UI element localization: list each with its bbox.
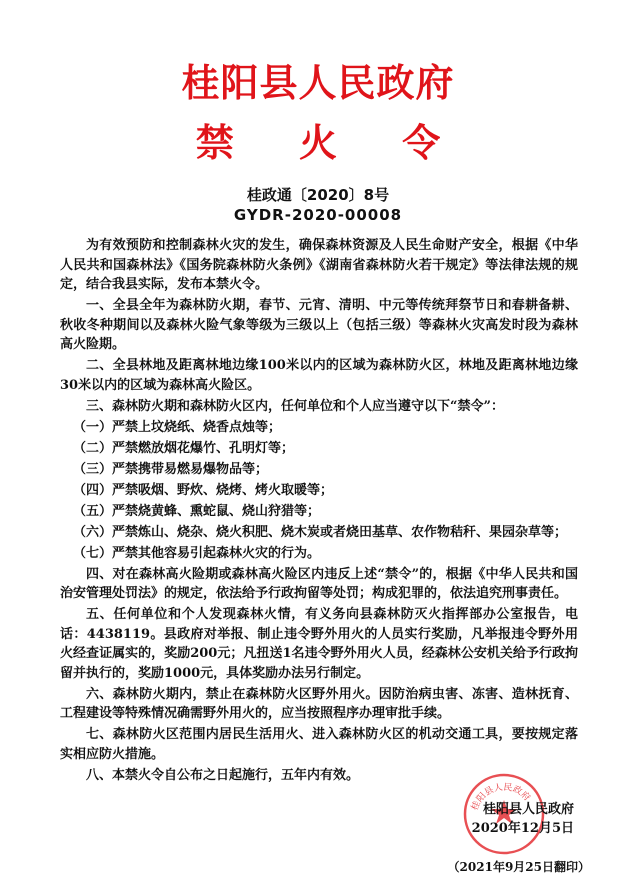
prohibition-item-6: （六）严禁炼山、烧杂、烧火积肥、烧木炭或者烧田基草、农作物秸秆、果园杂草等； bbox=[73, 524, 568, 540]
decree-title: 禁 火 令 bbox=[195, 121, 467, 165]
prohibition-item-5: （五）严禁烧黄蜂、熏蛇鼠、烧山狩猎等； bbox=[73, 503, 321, 519]
prohibition-item-1: （一）严禁上坟烧纸、烧香点烛等； bbox=[73, 419, 282, 435]
article-7: 七、森林防火区范围内居民生活用火、进入森林防火区的机动交通工具，要按规定落实相应防火措施。 bbox=[60, 727, 578, 762]
document-code: GYDR-2020-00008 bbox=[233, 206, 403, 224]
article-8: 八、本禁火令自公布之日起施行，五年内有效。 bbox=[86, 767, 360, 783]
prohibition-item-4: （四）严禁吸烟、野炊、烧烤、烤火取暖等； bbox=[73, 482, 334, 498]
prohibition-item-7: （七）严禁其他容易引起森林火灾的行为。 bbox=[73, 545, 321, 561]
issue-date: 2020年12月5日 bbox=[471, 821, 574, 836]
government-title: 桂阳县人民政府 bbox=[181, 61, 455, 105]
decree-body bbox=[60, 236, 578, 787]
article-2: 二、全县林地及距离林地边缘100米以内的区域为森林防火区，林地及距离林地边缘30米以内的区域为森林高火险区。 bbox=[60, 358, 578, 393]
issuer-name: 桂阳县人民政府 bbox=[482, 802, 574, 817]
signature-block bbox=[472, 800, 574, 838]
article-4: 四、对在森林高火险期或森林高火险区内违反上述“禁令”的，根据《中华人民共和国治安管理处罚法》的规定，依法给予行政拘留等处罚；构成犯罪的，依法追究刑事责任。 bbox=[60, 566, 578, 601]
article-1: 一、全县全年为森林防火期，春节、元宵、清明、中元等传统拜祭节日和春耕备耕、秋收冬种期间以及森林火险气象等级为三级以上（包括三级）等森林火灾高发时段为森林高火险期。 bbox=[60, 298, 578, 352]
reprint-note: （2021年9月25日翻印） bbox=[447, 860, 590, 874]
prohibition-item-3: （三）严禁携带易燃易爆物品等； bbox=[73, 461, 269, 477]
article-6: 六、森林防火期内，禁止在森林防火区野外用火。因防治病虫害、冻害、造林抚育、工程建设等特殊情况确需野外用火的，应当按照程序办理审批手续。 bbox=[60, 686, 578, 721]
document-number: 桂政通〔2020〕8号 bbox=[246, 186, 390, 204]
article-5: 五、任何单位和个人发现森林火情，有义务向县森林防灭火指挥部办公室报告，电话：4438119。县政府对举报、制止违令野外用火的人员实行奖励，凡举报违令野外用火经查证属实的，奖励200元；凡扭送1名违令野外用火人员，经森林公安机关给予行政拘留并执行的，奖励1000元，具体奖励办法另行制定。 bbox=[60, 607, 578, 681]
intro-paragraph: 为有效预防和控制森林火灾的发生，确保森林资源及人民生命财产安全，根据《中华人民共和国森林法》《国务院森林防火条例》《湖南省森林防火若干规定》等法律法规的规定，结合我县实际，发布本禁火令。 bbox=[60, 238, 578, 292]
prohibition-item-2: （二）严禁燃放烟花爆竹、孔明灯等； bbox=[73, 440, 295, 456]
seal-text: 桂阳县人民政府 bbox=[470, 782, 532, 813]
article-3: 三、森林防火期和森林防火区内，任何单位和个人应当遵守以下“禁令”： bbox=[86, 398, 504, 414]
